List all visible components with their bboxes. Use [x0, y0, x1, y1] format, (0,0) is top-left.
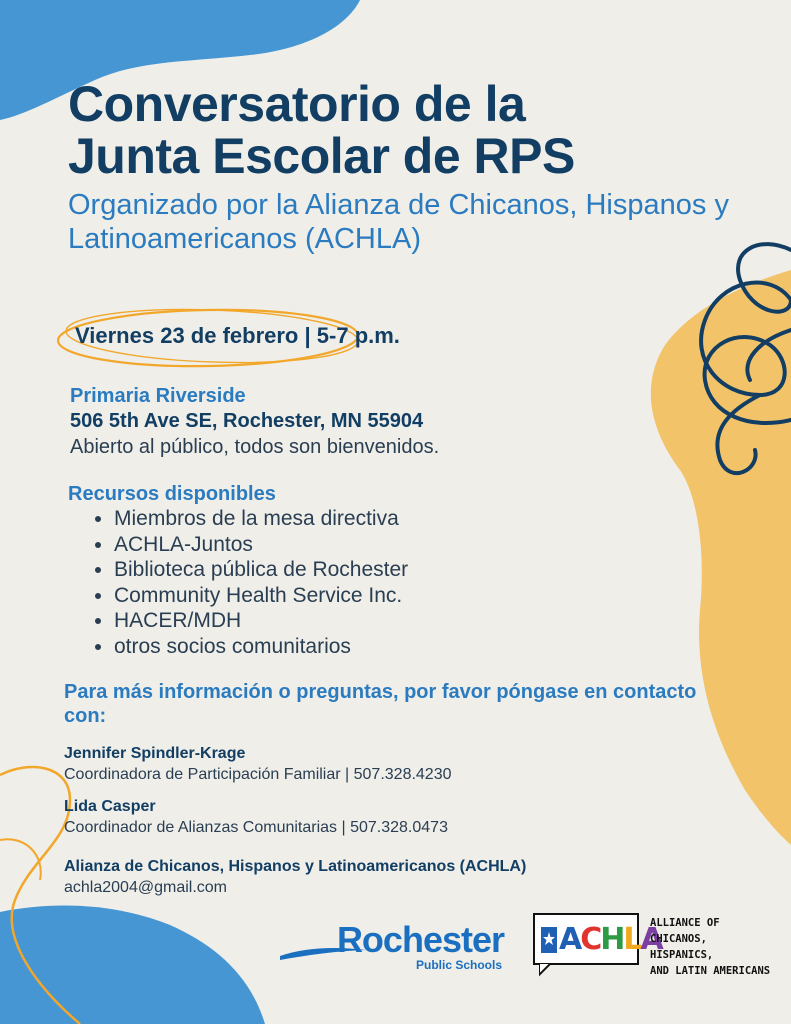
contact-heading: Para más información o preguntas, por favor póngase en contacto con:	[64, 681, 697, 727]
contact-role: Coordinador de Alianzas Comunitarias | 507.328.0473	[64, 819, 448, 836]
achla-tag-line: CHICANOS, HISPANICS,	[650, 933, 714, 961]
venue-address: 506 5th Ave SE, Rochester, MN 55904	[70, 410, 424, 432]
achla-letter: A	[640, 922, 662, 957]
list-item: • Biblioteca pública de Rochester	[114, 557, 408, 583]
achla-tagline	[650, 915, 775, 979]
event-date: Viernes 23 de febrero	[75, 323, 299, 348]
list-item: • Community Health Service Inc.	[114, 583, 408, 609]
resources-list	[68, 506, 408, 659]
resources-section	[68, 482, 408, 659]
date-separator: |	[304, 323, 311, 348]
title-line-2: Junta Escolar de RPS	[68, 128, 575, 184]
star-icon	[541, 927, 557, 953]
contact-name: Alianza de Chicanos, Hispanos y Latinoamericanos (ACHLA)	[64, 858, 527, 875]
achla-tag-line: ALLIANCE OF	[650, 917, 720, 929]
contact-person-1	[64, 743, 452, 785]
contact-role: Coordinadora de Participación Familiar | 507.328.4230	[64, 766, 452, 783]
event-datetime	[75, 323, 400, 349]
achla-letter: A	[559, 922, 581, 957]
page-title	[68, 78, 748, 182]
achla-tag-line: AND LATIN AMERICANS	[650, 965, 771, 977]
list-item: • HACER/MDH	[114, 608, 408, 634]
contact-person-3	[64, 856, 526, 898]
venue-note: Abierto al público, todos son bienvenidos.	[70, 436, 440, 458]
achla-logo	[533, 913, 773, 975]
achla-letter: C	[580, 922, 601, 957]
list-item: • otros socios comunitarios	[114, 634, 408, 660]
contact-person-2	[64, 796, 448, 838]
list-item: • ACHLA-Juntos	[114, 532, 408, 558]
venue-block	[70, 384, 439, 460]
achla-letter: L	[623, 922, 641, 957]
contact-name: Jennifer Spindler-Krage	[64, 745, 246, 762]
list-item: • Miembros de la mesa directiva	[114, 506, 408, 532]
venue-name: Primaria Riverside	[70, 385, 246, 407]
resources-title: Recursos disponibles	[68, 483, 276, 505]
event-time: 5-7 p.m.	[316, 323, 400, 348]
rps-subtitle: Public Schools	[415, 958, 502, 972]
rps-wordmark: Rochester	[336, 919, 504, 960]
achla-wordmark	[559, 923, 662, 957]
bubble-tail-icon	[539, 963, 559, 977]
contact-name: Lida Casper	[64, 798, 156, 815]
rochester-public-schools-logo	[278, 920, 508, 980]
subtitle: Organizado por la Alianza de Chicanos, Hispanos y Latinoamericanos (ACHLA)	[68, 189, 729, 255]
contact-email[interactable]: achla2004@gmail.com	[64, 879, 227, 896]
achla-letter: H	[600, 922, 624, 957]
achla-speech-bubble	[533, 913, 662, 965]
title-line-1: Conversatorio de la	[68, 76, 526, 132]
